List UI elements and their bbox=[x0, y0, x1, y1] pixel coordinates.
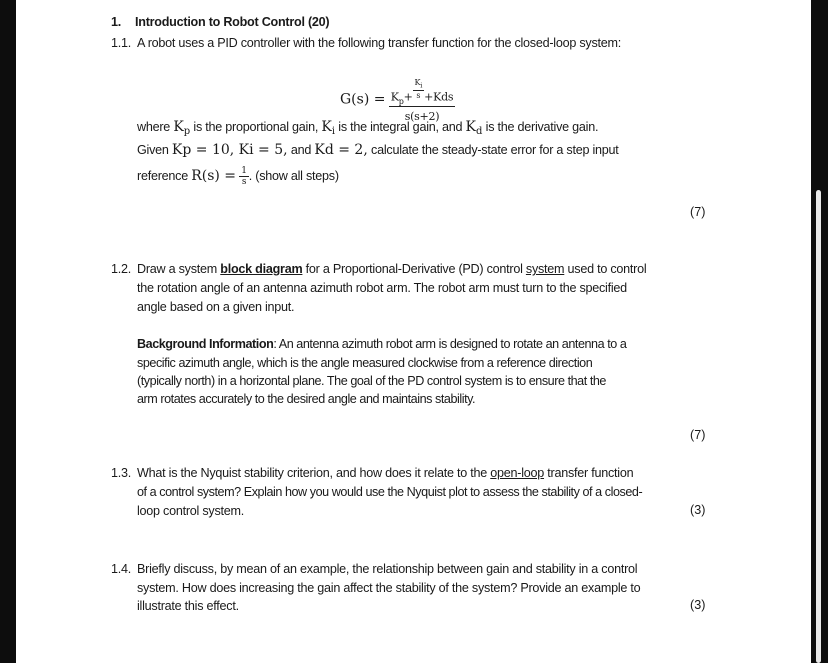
q1-4-line1 bbox=[111, 561, 637, 577]
question-number: 1.2. bbox=[111, 262, 132, 276]
denominator: s bbox=[241, 177, 247, 187]
text: used to control bbox=[564, 262, 647, 276]
formula-lhs: G(s) = bbox=[340, 91, 386, 108]
background-label: Background Information bbox=[137, 337, 274, 351]
q1-1-line2 bbox=[137, 142, 619, 158]
q1-2-line1 bbox=[111, 261, 646, 277]
text: is the derivative gain. bbox=[482, 120, 599, 134]
text: is the integral gain, and bbox=[335, 120, 466, 134]
marks-q1-4: (3) bbox=[690, 598, 706, 612]
q1-4-line2: system. How does increasing the gain affect the stability of the system? Provide an example to bbox=[137, 581, 641, 595]
text: transfer function bbox=[544, 466, 634, 480]
question-number: 1.3. bbox=[111, 466, 132, 480]
text: where bbox=[137, 120, 174, 134]
text: is the proportional gain, bbox=[190, 120, 322, 134]
marks-q1-2: (7) bbox=[690, 428, 706, 442]
underlined-system: system bbox=[525, 262, 565, 276]
text: . (show all steps) bbox=[248, 168, 339, 183]
q1-3-line1 bbox=[111, 465, 633, 481]
text: : An antenna azimuth robot arm is designed to rotate an antenna to a bbox=[273, 337, 627, 351]
transfer-function-formula bbox=[340, 78, 455, 123]
background-line1 bbox=[137, 336, 626, 352]
q1-3-line2: of a control system? Explain how you would use the Nyquist plot to assess the stability of a closed- bbox=[137, 485, 643, 499]
q1-1-line1 bbox=[137, 119, 598, 140]
background-line4: arm rotates accurately to the desired angle and maintains stability. bbox=[137, 392, 476, 406]
section-number: 1. bbox=[111, 15, 122, 29]
kd-symbol: $K_d$ bbox=[465, 119, 483, 137]
q1-1-line3 bbox=[137, 166, 339, 187]
numerator: 1 bbox=[241, 166, 247, 176]
ki-symbol: $K_i$ bbox=[321, 119, 336, 137]
q1-4-line3: illustrate this effect. bbox=[137, 599, 239, 613]
text: Draw a system bbox=[137, 262, 221, 276]
given-kd: Kd = 2, bbox=[314, 142, 368, 158]
marks-q1-1: (7) bbox=[690, 205, 706, 219]
q1-1-intro bbox=[111, 35, 621, 51]
section-heading bbox=[111, 14, 329, 30]
text: Given bbox=[137, 143, 172, 157]
reference-eq: R(s) = bbox=[191, 167, 237, 184]
background-line3: (typically north) in a horizontal plane. The goal of the PD control system is to ensure that the bbox=[137, 374, 606, 388]
text: and bbox=[287, 143, 315, 157]
q1-2-line3: angle based on a given input. bbox=[137, 300, 295, 314]
one-over-s bbox=[239, 166, 248, 187]
background-line2: specific azimuth angle, which is the angle measured clockwise from a reference direction bbox=[137, 356, 593, 370]
question-number: 1.1. bbox=[111, 36, 132, 50]
question-number: 1.4. bbox=[111, 562, 132, 576]
question-text: A robot uses a PID controller with the following transfer function for the closed-loop system: bbox=[137, 36, 621, 50]
underlined-open-loop: open-loop bbox=[490, 466, 545, 480]
text: Briefly discuss, by mean of an example, the relationship between gain and stability in a control bbox=[137, 562, 638, 576]
formula-denominator: s(s+2) bbox=[404, 109, 440, 123]
q1-3-line3: loop control system. bbox=[137, 504, 244, 518]
text: What is the Nyquist stability criterion, and how does it relate to the bbox=[137, 466, 491, 480]
scrollbar[interactable] bbox=[816, 190, 821, 663]
text: reference bbox=[137, 168, 192, 183]
formula-numerator: $K_p+$ $\frac{K_i}{s}$ +Kds bbox=[390, 78, 454, 106]
q1-2-line2: the rotation angle of an antenna azimuth robot arm. The robot arm must turn to the specified bbox=[137, 281, 627, 295]
text: for a Proportional-Derivative (PD) control bbox=[302, 262, 526, 276]
kp-symbol: $K_p$ bbox=[173, 119, 191, 137]
marks-q1-3: (3) bbox=[690, 503, 706, 517]
given-values: Kp = 10, Ki = 5, bbox=[171, 142, 288, 158]
formula-kd-term: +Kds bbox=[424, 90, 454, 104]
text: calculate the steady-state error for a step input bbox=[367, 143, 619, 157]
formula-fraction bbox=[389, 78, 456, 123]
emphasis-block-diagram: block diagram bbox=[220, 262, 303, 276]
section-title: Introduction to Robot Control (20) bbox=[135, 15, 330, 29]
